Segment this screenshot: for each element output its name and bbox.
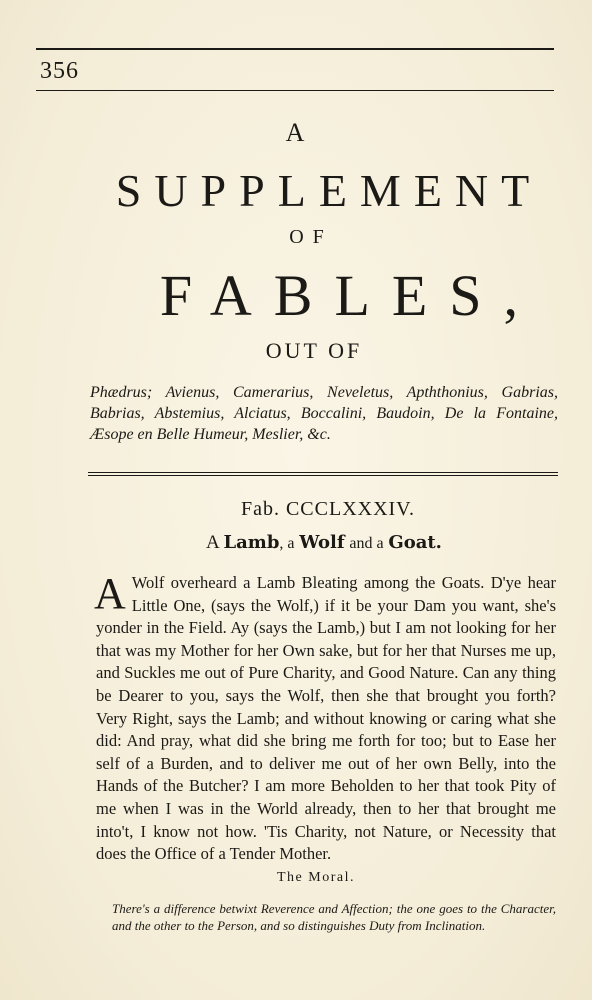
fable-body-text: Wolf overheard a Lamb Bleating among the Goats. D'ye hear Little One, (says the Wolf,) if it be your Dam you want, she's yonder in the Field. Ay (says the Lamb,) but I am not looking for her that was my Mother for her Own sake, but for her that Nurses me up, and Suckles me out of Pure Charity, and Good Nature. Can any thing be Dearer to you, says the Wolf, then she that brought you forth? Very Right, says the Lamb; and without knowing or caring what she did: And pray, what did she bring me forth for too; but to Ease her self of a Burden, and to deliver me out of her own Belly, into the Hands of the Butcher? I am more Beholden to her that took Pity of me when I was in the World already, then to her that brought me into't, I know not how. 'Tis Charity, not Nature, or Necessity that does the Office of a Tender Mother. (96, 573, 556, 864)
fable-title-sep: , a (279, 535, 295, 552)
fable-title-and: and a (349, 535, 384, 552)
fable-title-goat: Goat. (388, 532, 442, 553)
title-out-of: OUT OF (265, 338, 363, 363)
moral-text: There's a difference betwixt Reverence and Affection; the one goes to the Character, and the other to the Person, and so distinguishes Duty from Inclination. (112, 901, 556, 933)
fable-number-value: CCCLXXXIV. (285, 498, 416, 520)
moral-heading: The Moral. (277, 870, 355, 885)
fable-title-a: A (206, 532, 219, 553)
page-number: 356 (40, 58, 79, 84)
title-of: OF (289, 226, 333, 248)
title-supplement: SUPPLEMENT (115, 165, 543, 216)
header-rule (36, 48, 554, 50)
fable-number (0, 498, 592, 521)
fable-title-wolf: Wolf (299, 532, 345, 553)
title-article: A (285, 118, 307, 147)
fable-number-prefix: Fab. (240, 498, 280, 520)
section-rule-double (88, 475, 558, 476)
drop-cap: A (94, 569, 126, 618)
header-rule-lower (36, 90, 554, 91)
title-fables: FABLES, (159, 263, 541, 328)
fable-title (0, 532, 592, 554)
authors-list: Phædrus; Avienus, Camerarius, Neveletus, Apththonius, Gabrias, Babrias, Abstemius, Alciatus, Boccalini, Baudoin, De la Fontaine, Æsope en Belle Humeur, Meslier, &c. (90, 384, 558, 443)
fable-body (94, 569, 556, 866)
fable-title-lamb: Lamb (223, 532, 280, 553)
section-rule (88, 472, 558, 473)
